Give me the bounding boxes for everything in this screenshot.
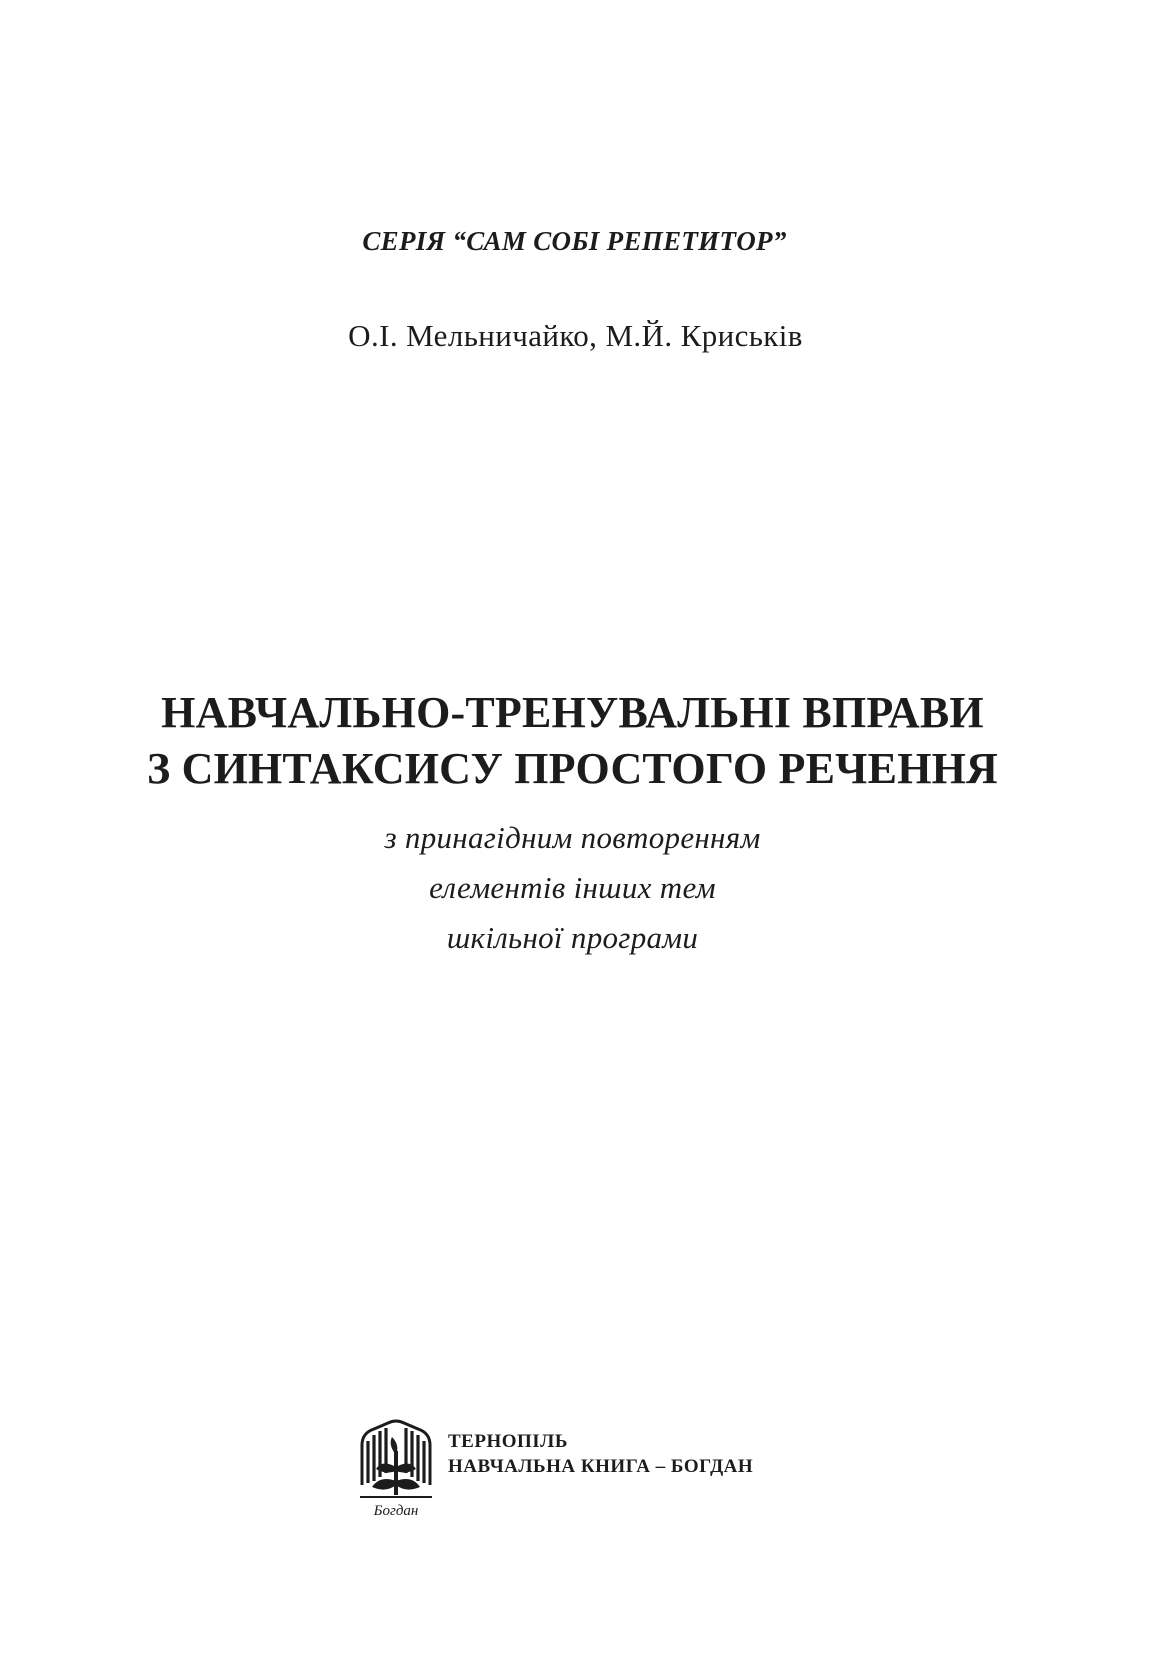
book-subtitle-line-2: елементів інших тем <box>429 870 716 905</box>
book-subtitle <box>0 813 1155 963</box>
book-title <box>0 685 1155 797</box>
book-subtitle-line-1: з принагідним повторенням <box>384 820 761 855</box>
publisher-text <box>448 1429 753 1479</box>
book-tree-logo-icon <box>358 1415 434 1521</box>
book-subtitle-line-3: шкільної програми <box>446 920 699 955</box>
publisher-name: НАВЧАЛЬНА КНИГА – БОГДАН <box>448 1456 754 1477</box>
series-title: СЕРІЯ “САМ СОБІ РЕПЕТИТОР” <box>362 226 787 256</box>
authors: О.І. Мельничайко, М.Й. Криськів <box>348 318 803 353</box>
book-title-line-1: НАВЧАЛЬНО-ТРЕНУВАЛЬНІ ВПРАВИ <box>161 688 984 737</box>
logo-signature: Богдан <box>373 1503 419 1519</box>
publisher-city: ТЕРНОПІЛЬ <box>448 1431 568 1452</box>
publisher-block <box>358 1415 798 1525</box>
book-title-line-2: З СИНТАКСИСУ ПРОСТОГО РЕЧЕННЯ <box>146 744 999 793</box>
